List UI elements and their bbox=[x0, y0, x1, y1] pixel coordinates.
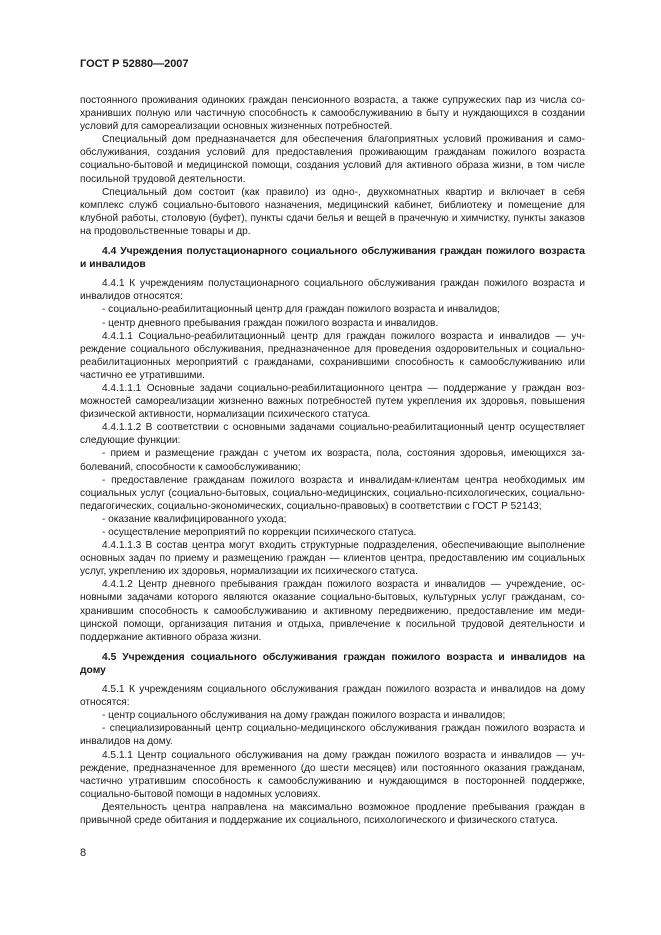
paragraph: 4.4.1.1.2 В соответствии с основными задачами социально-реабилитационный центр осуществляет следующие функции: bbox=[80, 422, 585, 447]
paragraph: Специальный дом состоит (как правило) из одно-, двухкомнатных квартир и включает в себя комплекс служб социально-бытового назначения, медицинский кабинет, библиотеку и помещение для клубной работы, столовую (буфет), пункты сдачи белья и вещей в прачечную и химчистку, пункты заказов на продовольственные товары и др. bbox=[80, 186, 585, 237]
section-heading-4-5: 4.5 Учреждения социального обслуживания граждан пожилого возраста и инвалидов на дому bbox=[80, 651, 585, 676]
list-item: - прием и размещение граждан с учетом их возраста, пола, состояния здоровья, имеющихся заболеваний, способности к самообслуживанию; bbox=[80, 448, 585, 473]
paragraph: 4.5.1 К учреждениям социального обслуживания граждан пожилого возраста и инвалидов на дому относятся: bbox=[80, 684, 585, 709]
paragraph: Специальный дом предназначается для обеспечения благоприятных условий проживания и самообслуживания, создания условий для предоставления проживающим гражданам пожилого возраста социально-бытовой и медицинской помощи, создания условий для активного образа жизни, в том числе посильной трудовой деятельности. bbox=[80, 134, 585, 185]
document-body bbox=[80, 94, 585, 827]
list-item: - оказание квалифицированного ухода; bbox=[102, 513, 287, 525]
paragraph: 4.4.1 К учреждениям полустационарного социального обслуживания граждан пожилого возраста и инвалидов относятся: bbox=[80, 278, 585, 303]
list-item: - социально-реабилитационный центр для граждан пожилого возраста и инвалидов; bbox=[102, 304, 501, 316]
paragraph: 4.4.1.1.1 Основные задачи социально-реабилитационного центра — поддержание у граждан возможностей самореализации жизненно важных потребностей путем укрепления их здоровья, повышения физической активности, нормализации психического статуса. bbox=[80, 382, 585, 421]
paragraph: 4.4.1.1.3 В состав центра могут входить структурные подразделения, обеспечивающие выполнение основных задач по приему и размещению граждан — клиентов центра, предоставлению им социальных услуг, укреплению их здоровья, нормализации их психического статуса. bbox=[80, 540, 585, 578]
paragraph: 4.5.1.1 Центр социального обслуживания на дому граждан пожилого возраста и инвалидов — учреждение, предназначенное для временного (до шести месяцев) или постоянного оказания гражданам, частично утратившим способность к самообслуживанию и нуждающимся в посторонней поддержке, социально-бытовой помощи в надомных условиях. bbox=[80, 749, 585, 800]
list-item: - центр дневного пребывания граждан пожилого возраста и инвалидов. bbox=[102, 317, 439, 329]
list-item: - специализированный центр социально-медицинского обслуживания граждан пожилого возраста и инвалидов на дому. bbox=[80, 723, 585, 748]
list-item: - осуществление мероприятий по коррекции психического статуса. bbox=[102, 527, 417, 538]
page-number: 8 bbox=[80, 847, 87, 859]
section-heading-4-4: 4.4 Учреждения полустационарного социального обслуживания граждан пожилого возраста и инвалидов bbox=[80, 246, 585, 271]
list-item: - предоставление гражданам пожилого возраста и инвалидам-клиентам центра необходимых им социальных услуг (социально-бытовых, социально-медицинских, социально-психологических, социально-педагогических, социально-экономических, социально-правовых) в соответствии с ГОСТ Р 52143; bbox=[80, 474, 585, 512]
paragraph: 4.4.1.2 Центр дневного пребывания граждан пожилого возраста и инвалидов — учреждение, основными задачами которого являются оказание социально-бытовых, культурных услуг гражданам, сохранившим способность к самообслуживанию и активному передвижению, предоставление им медицинской помощи, организация питания и отдыха, привлечение к посильной трудовой деятельности и поддержание активного образа жизни. bbox=[80, 579, 585, 643]
paragraph: постоянного проживания одиноких граждан пенсионного возраста, а также супружеских пар из числа сохранивших полную или частичную способность к самообслуживанию в быту и нуждающихся в создании условий для самореализации основных жизненных потребностей. bbox=[80, 95, 585, 133]
list-item: - центр социального обслуживания на дому граждан пожилого возраста и инвалидов; bbox=[102, 710, 506, 722]
paragraph: Деятельность центра направлена на максимально возможное продление пребывания граждан в привычной среде обитания и поддержание их социального, психологического и физического статуса. bbox=[80, 801, 585, 826]
paragraph: 4.4.1.1 Социально-реабилитационный центр для граждан пожилого возраста и инвалидов — учреждение социального обслуживания, предназначенное для проведения оздоровительных и социально-реабилитационных мероприятий с гражданами, сохранившими способность к самообслуживанию или частично ее утратившими. bbox=[80, 330, 585, 381]
document-header: ГОСТ Р 52880—2007 bbox=[80, 58, 189, 70]
